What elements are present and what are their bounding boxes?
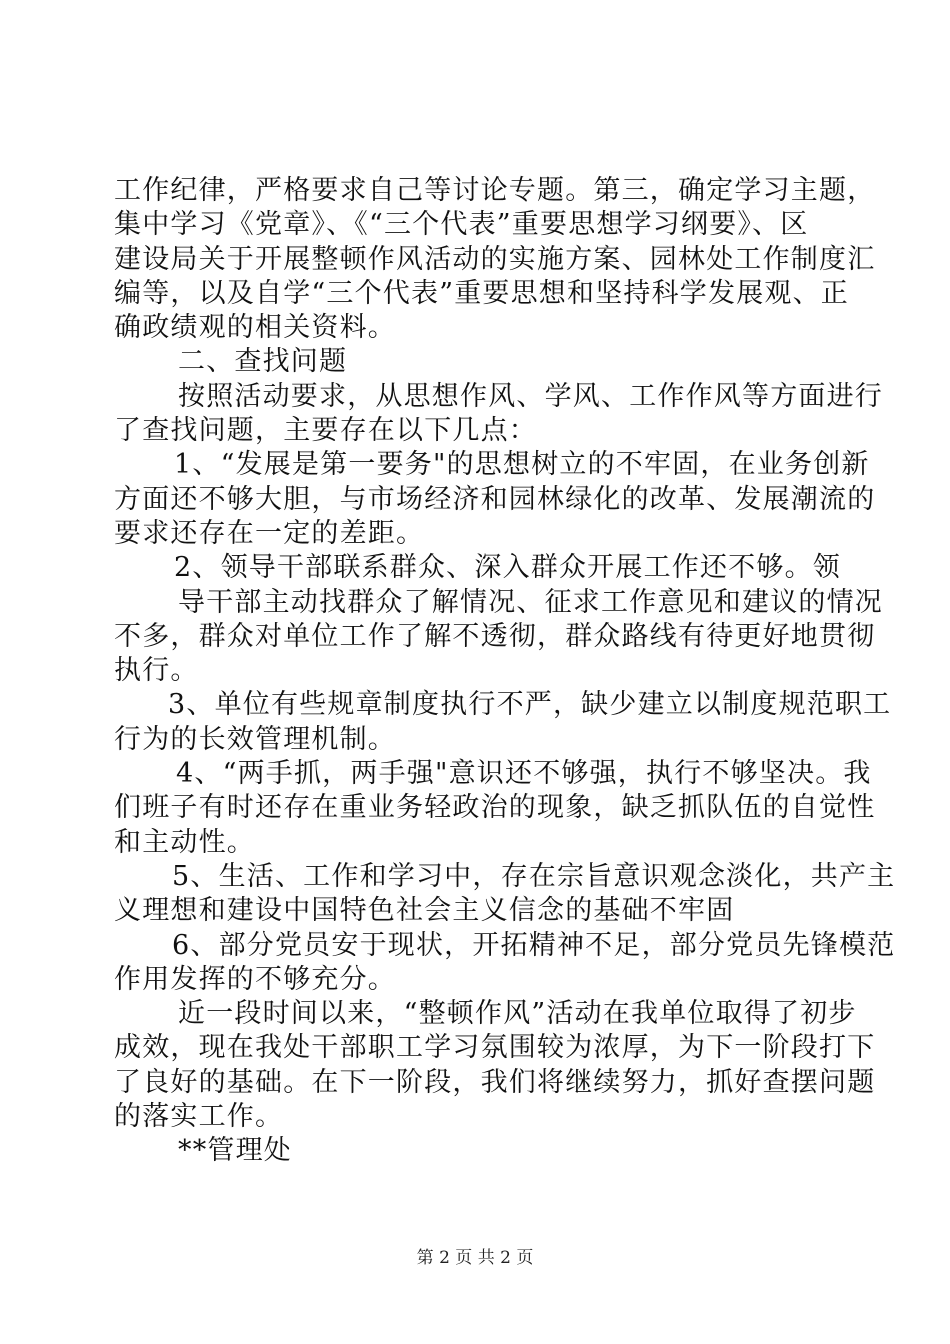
paragraph-line: 和主动性。 xyxy=(114,826,255,858)
page-number-footer: 第 2 页 共 2 页 xyxy=(416,1248,534,1268)
paragraph-line: 了良好的基础。在下一阶段，我们将继续努力，抓好查摆问题 xyxy=(114,1066,876,1098)
paragraph-line: 近一段时间以来，“整顿作风”活动在我单位取得了初步 xyxy=(178,998,857,1030)
paragraph-line: 们班子有时还存在重业务轻政治的现象，缺乏抓队伍的自觉性 xyxy=(114,792,876,824)
paragraph-line: 成效，现在我处干部职工学习氛围较为浓厚，为下一阶段打下 xyxy=(114,1032,876,1064)
signature-line: **管理处 xyxy=(178,1135,292,1167)
list-item: 6、部分党员安于现状，开拓精神不足，部分党员先锋模范 xyxy=(172,929,896,961)
paragraph-line: 行为的长效管理机制。 xyxy=(114,723,396,755)
paragraph-line: 按照活动要求，从思想作风、学风、工作作风等方面进行 xyxy=(178,380,883,412)
paragraph-line: 集中学习《党章》、《“三个代表”重要思想学习纲要》、区 xyxy=(114,209,809,241)
paragraph-line: 要求还存在一定的差距。 xyxy=(114,517,425,549)
paragraph-line: 建设局关于开展整顿作风活动的实施方案、园林处工作制度汇 xyxy=(114,243,876,275)
document-body xyxy=(114,174,896,1169)
paragraph-line: 不多，群众对单位工作了解不透彻，群众路线有待更好地贯彻 xyxy=(114,620,876,652)
paragraph-line: 执行。 xyxy=(114,655,199,687)
paragraph-line: 方面还不够大胆，与市场经济和园林绿化的改革、发展潮流的 xyxy=(114,483,876,515)
paragraph-line: 导干部主动找群众了解情况、征求工作意见和建议的情况 xyxy=(178,586,883,618)
paragraph-line: 义理想和建设中国特色社会主义信念的基础不牢固 xyxy=(114,895,735,927)
paragraph-line: 工作纪律，严格要求自己等讨论专题。第三，确定学习主题， xyxy=(114,175,876,206)
section-heading: 二、查找问题 xyxy=(178,346,348,378)
list-item: 4、“两手抓，两手强"意识还不够强，执行不够坚决。我 xyxy=(176,758,872,790)
list-item: 5、生活、工作和学习中，存在宗旨意识观念淡化，共产主 xyxy=(172,860,896,892)
list-item: 2、领导干部联系群众、深入群众开展工作还不够。领 xyxy=(174,552,841,584)
paragraph-line: 作用发挥的不够充分。 xyxy=(114,963,396,995)
paragraph-line: 确政绩观的相关资料。 xyxy=(114,312,396,344)
list-item: 3、单位有些规章制度执行不严，缺少建立以制度规范职工 xyxy=(168,689,892,721)
paragraph-line: 的落实工作。 xyxy=(114,1101,284,1133)
paragraph-line: 编等，以及自学“三个代表”重要思想和坚持科学发展观、正 xyxy=(114,277,850,309)
list-item: 1、“发展是第一要务"的思想树立的不牢固，在业务创新 xyxy=(174,449,870,481)
paragraph-line: 了查找问题，主要存在以下几点： xyxy=(114,415,537,447)
